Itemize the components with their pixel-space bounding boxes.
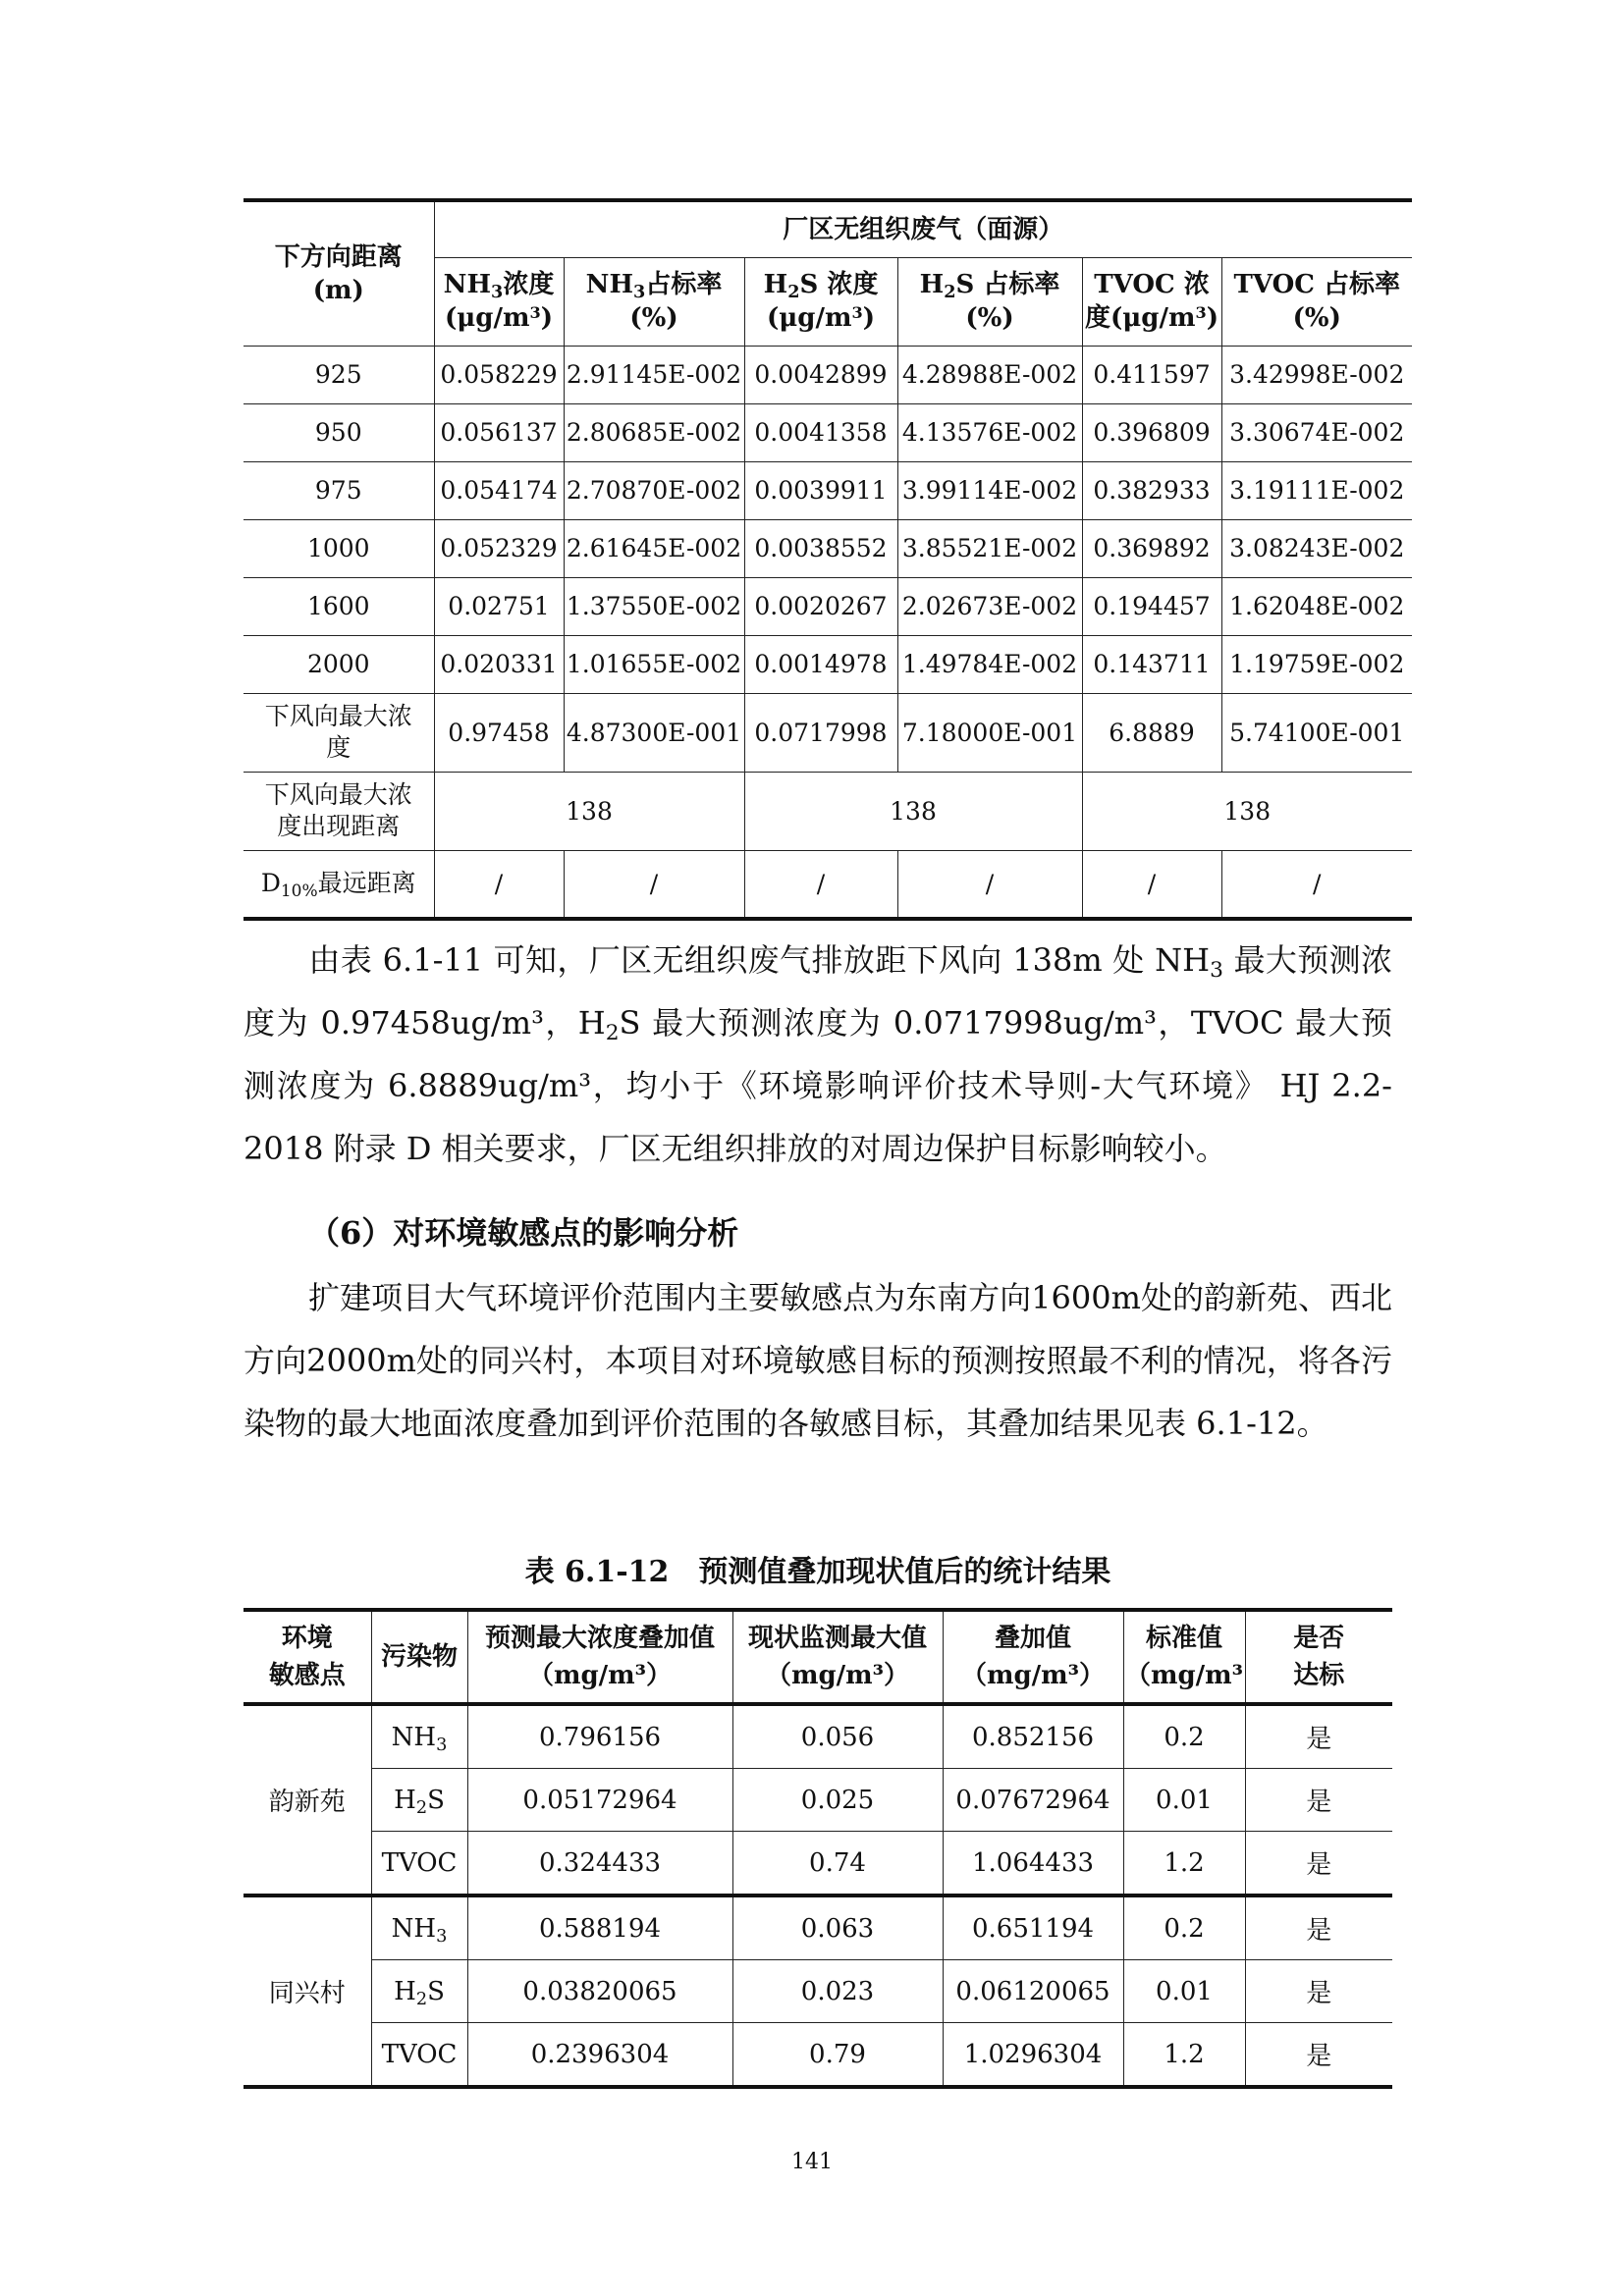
distance-header: 下方向距离 (m) xyxy=(244,200,434,346)
predicted-header: 预测最大浓度叠加值 （mg/m³） xyxy=(467,1610,732,1704)
max-conc-label: 下风向最大浓 度 xyxy=(244,693,434,772)
table-row: $H_2S$ 0.05172964 0.025 0.07672964 0.01 是 xyxy=(244,1769,1392,1832)
table-row: TVOC 0.324433 0.74 1.064433 1.2 是 xyxy=(244,1832,1392,1896)
overlay-results-table xyxy=(244,1608,1392,2089)
pollutant-header: 污染物 xyxy=(371,1610,467,1704)
table-row: TVOC 0.2396304 0.79 1.0296304 1.2 是 xyxy=(244,2023,1392,2088)
site-header: 环境 敏感点 xyxy=(244,1610,371,1704)
table-row: 同兴村 $NH_3$ 0.588194 0.063 0.651194 0.2 是 xyxy=(244,1896,1392,1960)
sum-header: 叠加值 （mg/m³） xyxy=(943,1610,1123,1704)
current-header: 现状监测最大值 （mg/m³） xyxy=(732,1610,943,1704)
table-row: $H_2S$ 0.03820065 0.023 0.06120065 0.01 是 xyxy=(244,1960,1392,2023)
table-row: 975 0.054174 2.70870E-002 0.0039911 3.99114E-002 0.382933 3.19111E-002 xyxy=(244,461,1412,519)
tvoc-conc-header: TVOC 浓 度$(\mu g/m^3)$ xyxy=(1082,257,1221,346)
table-row: 1000 0.052329 2.61645E-002 0.0038552 3.85521E-002 0.369892 3.08243E-002 xyxy=(244,519,1412,577)
max-dist-label: 下风向最大浓 度出现距离 xyxy=(244,772,434,850)
table-row: 925 0.058229 2.91145E-002 0.0042899 4.28988E-002 0.411597 3.42998E-002 xyxy=(244,346,1412,403)
max-conc-row: 下风向最大浓 度 0.97458 4.87300E-001 0.0717998 7.18000E-001 6.8889 5.74100E-001 xyxy=(244,693,1412,772)
sensitive-points-paragraph: 扩建项目大气环境评价范围内主要敏感点为东南方向1600m处的韵新苑、西北方向2000m处的同兴村，本项目对环境敏感目标的预测按照最不利的情况，将各污染物的最大地面浓度叠加到评价范围的各敏感目标，其叠加结果见表 6.1-12。 xyxy=(244,1279,1392,1442)
section-heading: （6）对环境敏感点的影响分析 xyxy=(308,1214,739,1252)
d10-row: $D_{10\%}$最远距离 / / / / / / xyxy=(244,850,1412,919)
h2s-conc-header: $H_2S$ 浓度 $(\mu g/m^3)$ xyxy=(744,257,897,346)
max-dist-row: 下风向最大浓 度出现距离 138 138 138 xyxy=(244,772,1412,850)
page-number: 141 xyxy=(791,2150,833,2174)
nh3-rate-header: $NH_3$占标率 (%) xyxy=(564,257,744,346)
compliance-header: 是否 达标 xyxy=(1245,1610,1392,1704)
nh3-conc-header: $NH_3$浓度 $(\mu g/m^3)$ xyxy=(434,257,564,346)
standard-header: 标准值 （mg/m³ xyxy=(1123,1610,1245,1704)
tvoc-rate-header: TVOC 占标率 (%) xyxy=(1221,257,1412,346)
site-cell: 同兴村 xyxy=(244,1896,371,2087)
analysis-paragraph: 由表 6.1-11 可知，厂区无组织废气排放距下风向 138m 处 $NH_3$ 最大预测浓度为 0.97458ug/m³，$H_2S$ 最大预测浓度为 0.0717998ug/m³，TVOC 最大预测浓度为 6.8889ug/m³，均小于《环境影响评价技术导则-大气环境》 HJ 2.2-2018 附录 D 相关要求，厂区无组织排放的对周边保护目标影响较小。 xyxy=(244,941,1392,1167)
dispersion-table xyxy=(244,198,1412,921)
table-row: 2000 0.020331 1.01655E-002 0.0014978 1.49784E-002 0.143711 1.19759E-002 xyxy=(244,635,1412,693)
table-row: 950 0.056137 2.80685E-002 0.0041358 4.13576E-002 0.396809 3.30674E-002 xyxy=(244,403,1412,461)
d10-label: $D_{10\%}$最远距离 xyxy=(244,850,434,919)
h2s-rate-header: $H_2S$ 占标率 (%) xyxy=(897,257,1082,346)
table-header-row xyxy=(244,1610,1392,1704)
group-header: 厂区无组织废气（面源） xyxy=(434,200,1412,257)
site-cell: 韵新苑 xyxy=(244,1704,371,1896)
table-row: 韵新苑 $NH_3$ 0.796156 0.056 0.852156 0.2 是 xyxy=(244,1704,1392,1769)
table-row: 1600 0.02751 1.37550E-002 0.0020267 2.02673E-002 0.194457 1.62048E-002 xyxy=(244,577,1412,635)
table-caption: 表 6.1-12 预测值叠加现状值后的统计结果 xyxy=(524,1555,1111,1589)
